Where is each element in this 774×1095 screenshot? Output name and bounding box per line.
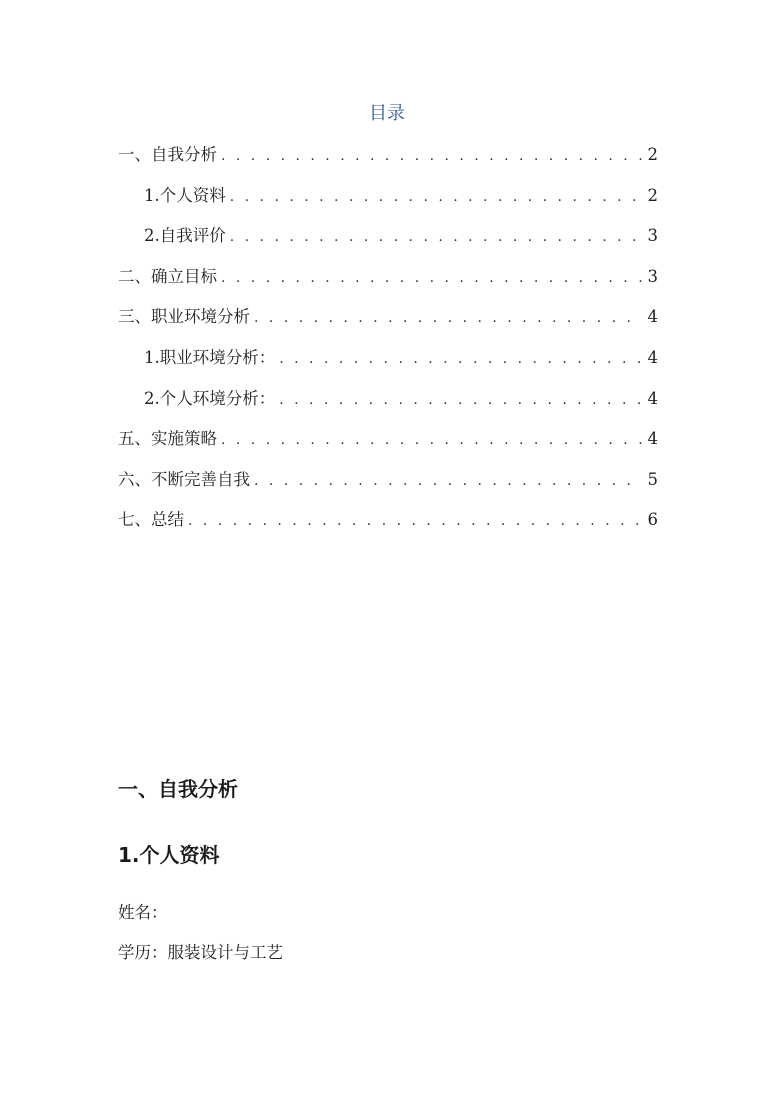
toc-entry-label: 2.个人环境分析： xyxy=(144,388,276,408)
toc-page-number: 5 xyxy=(647,469,658,489)
toc-dot-leader xyxy=(221,265,642,291)
toc-dot-leader xyxy=(279,346,641,372)
toc-page-number: 4 xyxy=(647,347,658,367)
toc-entry-label: 五、实施策略 xyxy=(118,429,217,449)
toc-entry-personal-environment-analysis[interactable] xyxy=(118,386,658,427)
toc-entry-label: 1.职业环境分析： xyxy=(144,347,276,367)
toc-page-number: 6 xyxy=(647,510,658,530)
subsection-heading: 1.个人资料 xyxy=(118,843,220,867)
toc-entry-label: 二、确立目标 xyxy=(118,266,217,286)
toc-title: 目录 xyxy=(369,103,405,124)
toc-page-number: 2 xyxy=(647,145,658,164)
toc-entry-label: 三、职业环境分析 xyxy=(118,307,250,327)
toc-dot-leader xyxy=(230,184,642,210)
toc-entry-personal-info[interactable] xyxy=(118,183,658,224)
toc-entry-self-analysis[interactable] xyxy=(118,142,658,183)
toc-page-number: 4 xyxy=(647,429,658,449)
toc-page-number: 3 xyxy=(647,226,658,246)
toc-dot-leader xyxy=(221,427,642,453)
toc-dot-leader xyxy=(230,224,642,250)
name-field-text: 姓名： xyxy=(118,903,168,922)
toc-entry-label: 一、自我分析 xyxy=(118,145,217,164)
toc-entry-self-improvement[interactable] xyxy=(118,467,658,508)
toc-entry-summary[interactable] xyxy=(118,507,658,548)
toc-page-number: 3 xyxy=(647,266,658,286)
toc-dot-leader xyxy=(254,305,642,331)
section-heading: 一、自我分析 xyxy=(118,777,238,801)
toc-entry-label: 2.自我评价 xyxy=(144,226,226,246)
toc-dot-leader xyxy=(254,468,642,494)
toc-entry-implementation[interactable] xyxy=(118,426,658,467)
toc-entry-career-environment-analysis[interactable] xyxy=(118,345,658,386)
toc-dot-leader xyxy=(279,387,641,413)
toc-entry-set-goals[interactable] xyxy=(118,264,658,305)
toc-entry-label: 七、总结 xyxy=(118,510,184,530)
toc-entry-career-environment[interactable] xyxy=(118,304,658,345)
toc-dot-leader xyxy=(221,143,642,169)
toc-dot-leader xyxy=(188,508,642,534)
table-of-contents xyxy=(118,142,658,548)
toc-page-number: 2 xyxy=(647,185,658,205)
toc-page-number: 4 xyxy=(647,307,658,327)
toc-entry-label: 六、不断完善自我 xyxy=(118,469,250,489)
toc-entry-label: 1.个人资料 xyxy=(144,185,226,205)
education-field-text: 学历：服装设计与工艺 xyxy=(118,943,283,962)
toc-page-number: 4 xyxy=(647,388,658,408)
toc-entry-self-evaluation[interactable] xyxy=(118,223,658,264)
